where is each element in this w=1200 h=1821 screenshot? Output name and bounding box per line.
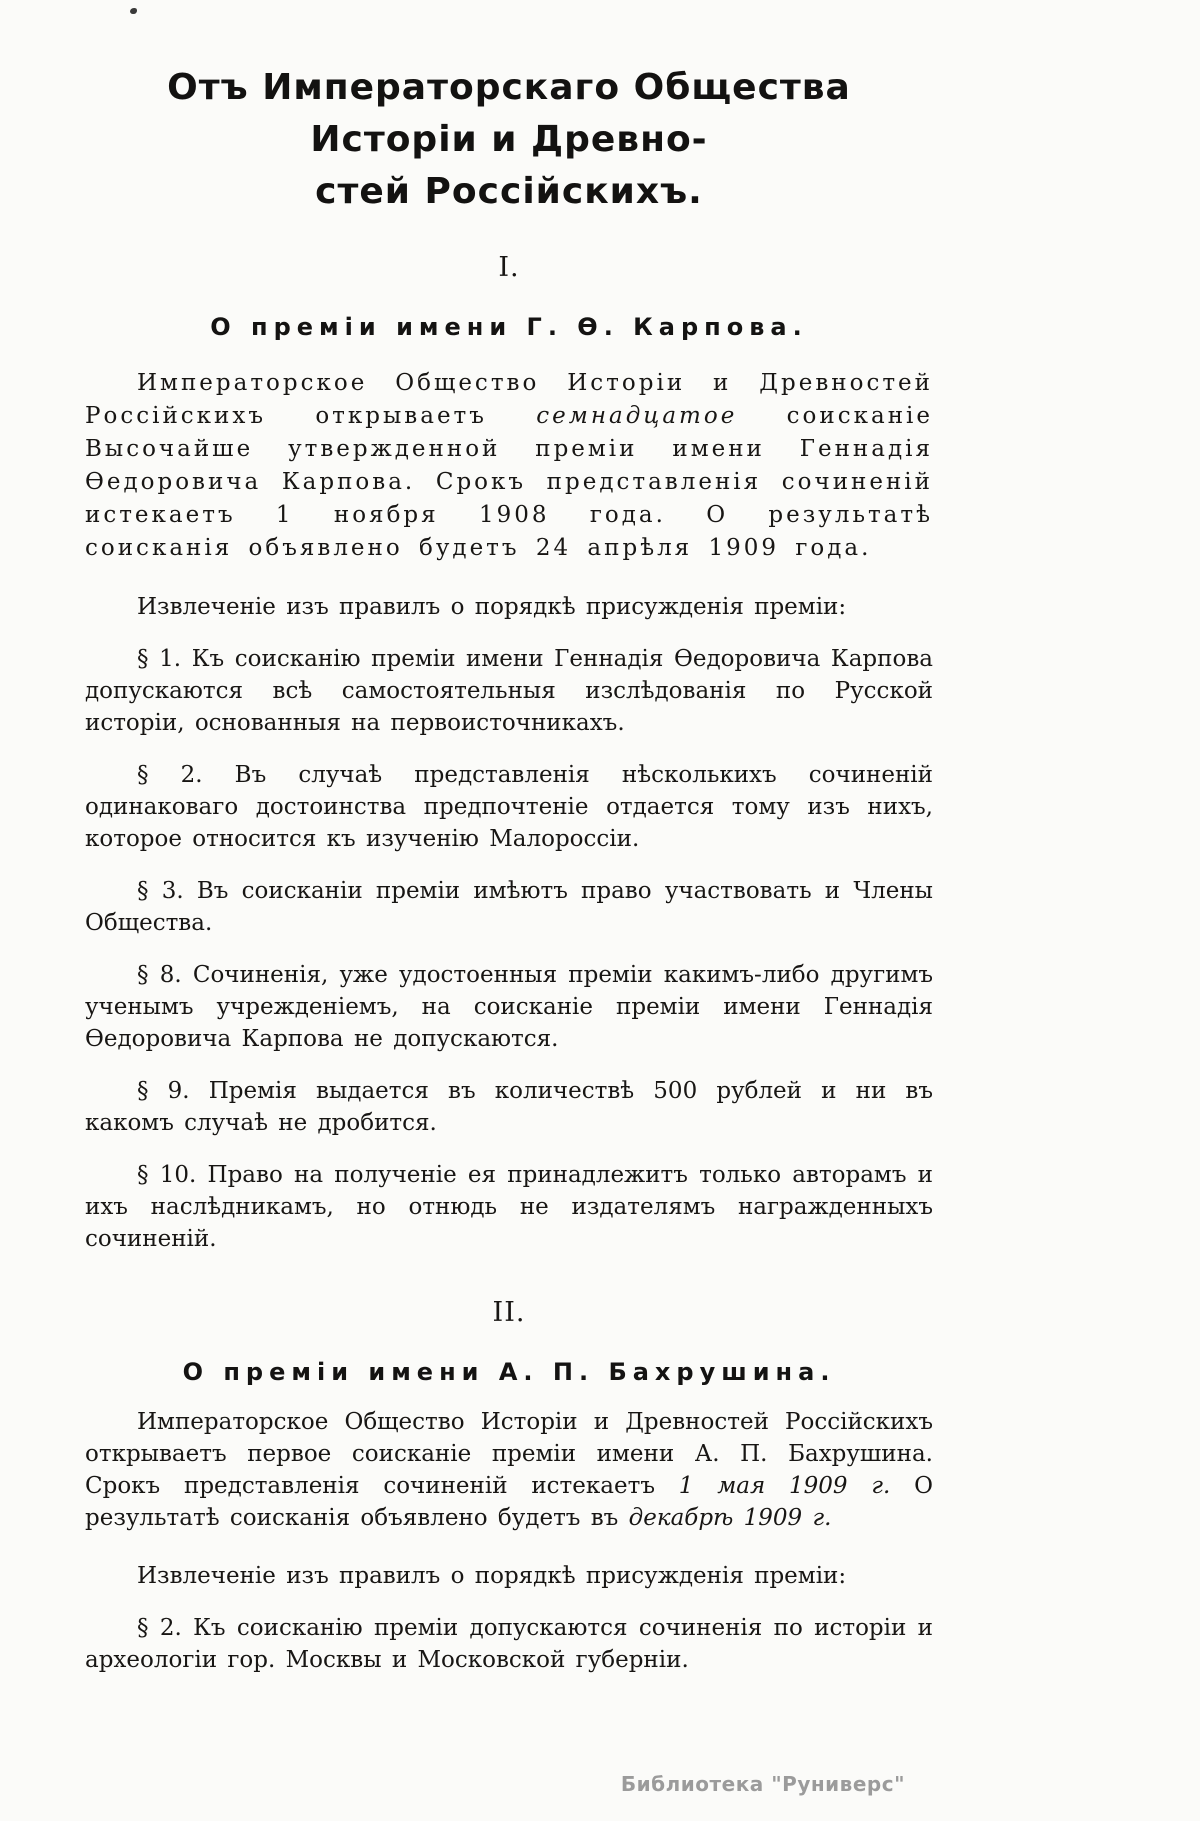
section1-rule-paragraph-1: § 1. Къ соисканію преміи имени Геннадія Ѳедоровича Карпова допускаются всѣ самостоятельныя изслѣдованія по Русской исторіи, основанныя на первоисточникахъ.: [85, 646, 933, 736]
section1-extract-label: Извлеченіе изъ правилъ о порядкѣ присужденія преміи:: [137, 594, 847, 620]
section2-intro-paragraph: [85, 1406, 933, 1534]
section2-extract-label: Извлеченіе изъ правилъ о порядкѣ присужденія преміи:: [137, 1563, 847, 1589]
section1-rule-paragraph-3: § 3. Въ соисканіи преміи имѣютъ право участвовать и Члены Общества.: [85, 878, 933, 936]
section1-rule-paragraph-8: § 8. Сочиненія, уже удостоенныя преміи какимъ-либо другимъ ученымъ учрежденіемъ, на соисканіе преміи имени Геннадія Ѳедоровича Карпова не допускаются.: [85, 962, 933, 1052]
section1-rule-paragraph-2: § 2. Въ случаѣ представленія нѣсколькихъ сочиненій одинаковаго достоинства предпочтеніе отдается тому изъ нихъ, которое относится къ изученію Малороссіи.: [85, 762, 933, 852]
section1-numeral: I.: [498, 252, 520, 283]
section1-rule-paragraph-9: § 9. Премія выдается въ количествѣ 500 рублей и ни въ какомъ случаѣ не дробится.: [85, 1078, 933, 1136]
section1-rule-paragraph-10: § 10. Право на полученіе ея принадлежитъ только авторамъ и ихъ наслѣдникамъ, но отнюдь не издателямъ награжденныхъ сочиненій.: [85, 1162, 933, 1252]
section2-intro-italic-date-2: декабрѣ 1909 г.: [628, 1505, 832, 1531]
document-page: [85, 0, 933, 1676]
document-title-line1: Отъ Императорскаго Общества Исторіи и Древно-: [167, 67, 851, 160]
section1-intro-paragraph: [85, 367, 933, 565]
section2-intro-italic-date-1: 1 мая 1909 г.: [678, 1473, 891, 1499]
document-title: [85, 0, 933, 218]
section1-intro-italic-word: семнадцатое: [536, 403, 738, 429]
library-watermark: Библиотека "Руниверс": [620, 1772, 905, 1796]
section2-numeral: II.: [492, 1297, 526, 1328]
section2-rule-paragraph-2: § 2. Къ соисканію преміи допускаются сочиненія по исторіи и археологіи гор. Москвы и Московской губерніи.: [85, 1615, 933, 1673]
document-title-line2: стей Россійскихъ.: [315, 171, 703, 212]
section1-intro-text-before: Императорское Общество Исторіи и Древностей Россійскихъ открываетъ: [85, 370, 933, 429]
section2-intro-text-2: О результатѣ соисканія объявлено будетъ въ: [85, 1473, 933, 1531]
section1-intro-text-after: соисканіе Высочайше утвержденной преміи имени Геннадія Ѳедоровича Карпова. Срокъ представленія сочиненій истекаетъ 1 ноября 1908 года. О результатѣ соисканія объявлено будетъ 24 апрѣля 1909 года.: [85, 403, 933, 561]
section1-heading: О преміи имени Г. Ѳ. Карпова.: [210, 313, 808, 341]
section2-heading: О преміи имени А. П. Бахрушина.: [182, 1358, 836, 1386]
section2-intro-text-1: Императорское Общество Исторіи и Древностей Россійскихъ открываетъ первое соисканіе преміи имени А. П. Бахрушина. Срокъ представленія сочиненій истекаетъ: [85, 1409, 933, 1499]
